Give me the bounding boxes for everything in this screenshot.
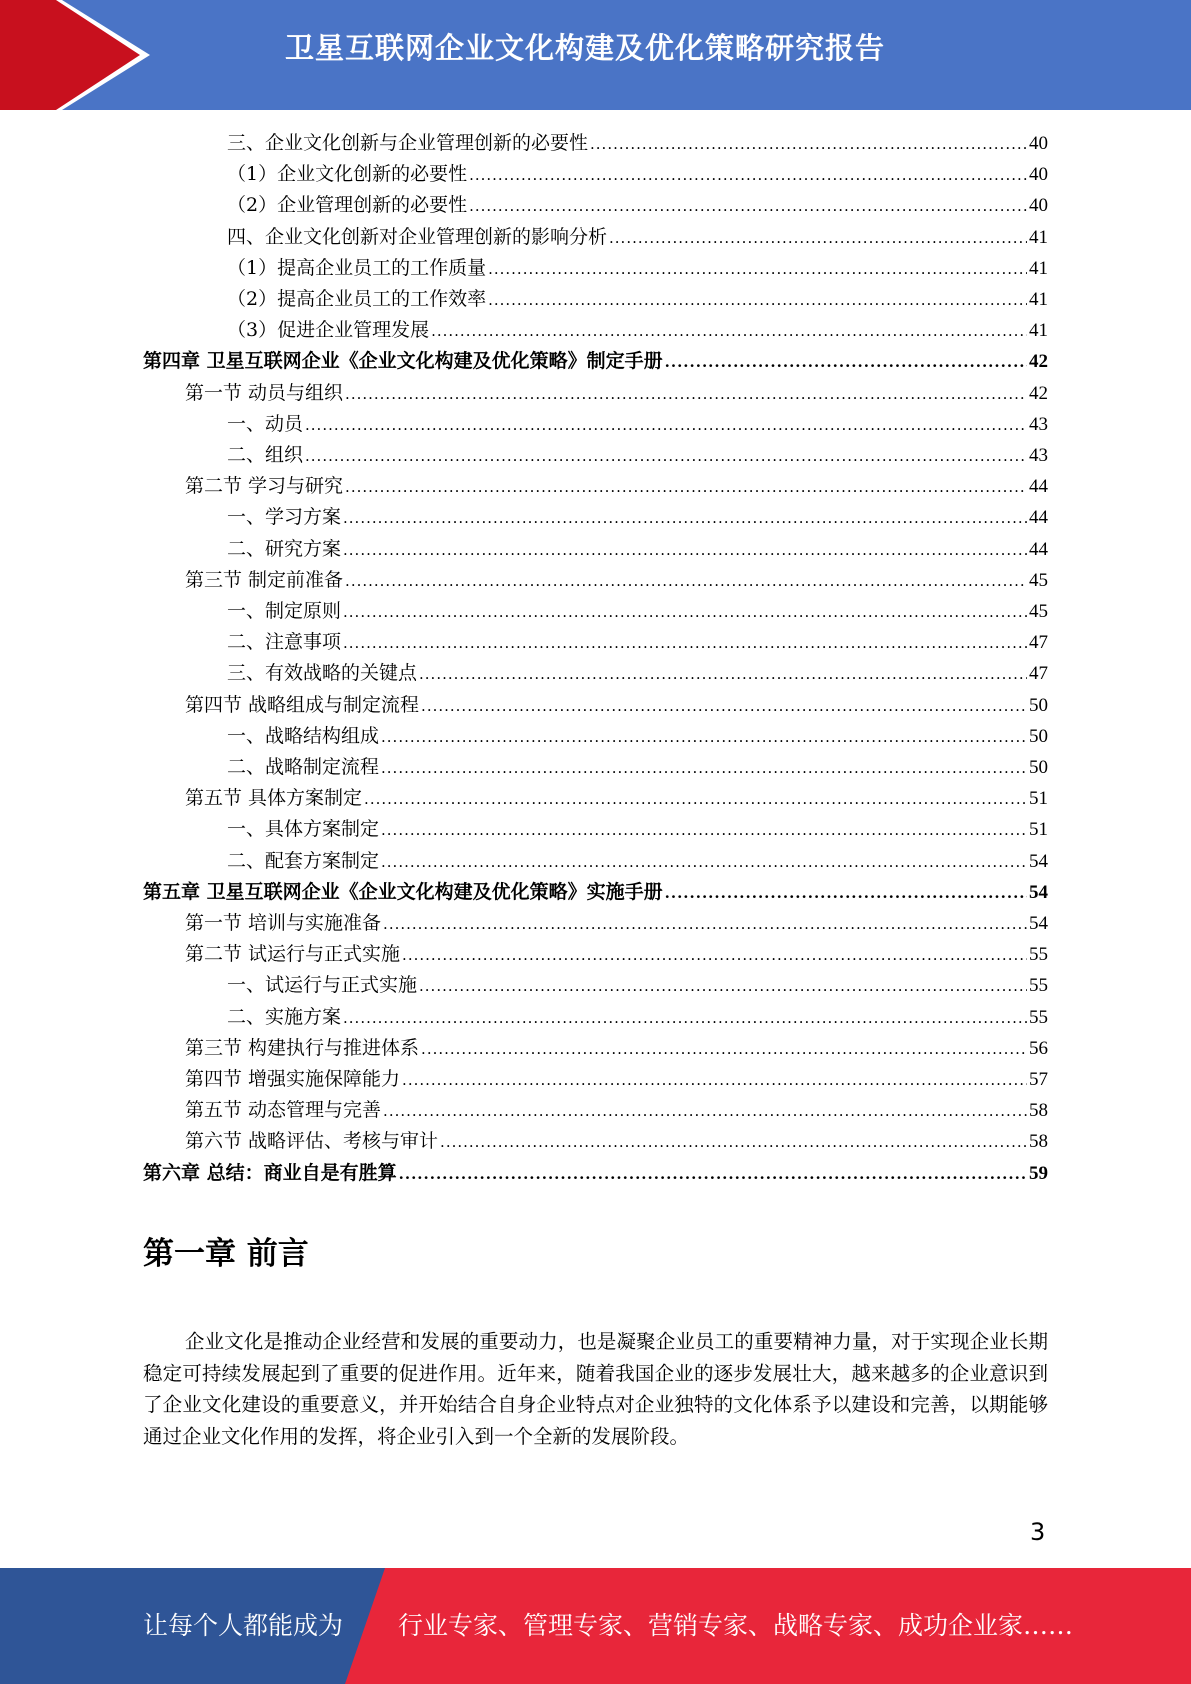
toc-dot-leader	[488, 253, 1027, 284]
toc-subsection-entry[interactable]	[227, 814, 1048, 845]
toc-dot-leader	[609, 222, 1027, 253]
toc-entry-title: 第二节 试运行与正式实施	[185, 943, 401, 966]
toc-dot-leader	[419, 970, 1027, 1001]
toc-dot-leader	[343, 627, 1027, 658]
toc-subsection-entry[interactable]	[227, 658, 1048, 689]
toc-entry-title: 第六章 总结：商业自是有胜算	[143, 1161, 397, 1184]
footer-slogan-left: 让每个人都能成为	[143, 1611, 344, 1640]
toc-page-number: 45	[1029, 601, 1048, 622]
toc-dot-leader	[440, 1126, 1027, 1157]
toc-dot-leader	[421, 690, 1027, 721]
toc-page-number: 40	[1029, 164, 1048, 186]
footer-slogan-right: 行业专家、管理专家、营销专家、战略专家、成功企业家……	[398, 1611, 1074, 1640]
toc-entry-title: （2）企业管理创新的必要性	[227, 194, 468, 217]
toc-dot-leader	[488, 284, 1027, 315]
toc-entry-title: （1）提高企业员工的工作质量	[227, 256, 487, 279]
toc-subsection-entry[interactable]	[227, 534, 1048, 565]
toc-subsection-entry[interactable]	[227, 752, 1048, 783]
toc-dot-leader	[381, 721, 1027, 752]
toc-section-entry[interactable]	[185, 565, 1048, 596]
header-chevron-decoration	[0, 0, 160, 110]
toc-page-number: 58	[1029, 1131, 1048, 1153]
toc-page-number: 45	[1029, 569, 1048, 591]
toc-entry-title: 一、战略结构组成	[227, 724, 380, 747]
toc-dot-leader	[665, 877, 1027, 908]
toc-page-number: 47	[1029, 632, 1048, 654]
toc-entry-title: 一、具体方案制定	[227, 818, 380, 841]
toc-dot-leader	[343, 596, 1027, 627]
toc-subsection-entry[interactable]	[227, 721, 1048, 752]
toc-dot-leader	[419, 658, 1027, 689]
toc-entry-title: 三、企业文化创新与企业管理创新的必要性	[227, 132, 589, 154]
toc-page-number: 55	[1029, 1006, 1048, 1028]
toc-entry-title: 第四章 卫星互联网企业《企业文化构建及优化策略》制定手册	[143, 350, 663, 373]
toc-entry-title: （2）提高企业员工的工作效率	[227, 288, 487, 310]
toc-entry-title: 二、研究方案	[227, 537, 342, 560]
toc-subsection-entry[interactable]	[227, 1002, 1048, 1033]
toc-entry-title: 第五节 动态管理与完善	[185, 1099, 382, 1122]
page-footer	[0, 1568, 1191, 1684]
toc-dot-leader	[469, 190, 1027, 221]
toc-dot-leader	[402, 939, 1027, 970]
toc-page-number: 50	[1029, 694, 1048, 716]
toc-dot-leader	[364, 783, 1027, 814]
toc-page-number: 42	[1029, 351, 1048, 373]
toc-dot-leader	[345, 378, 1027, 409]
body-paragraph: 企业文化是推动企业经营和发展的重要动力，也是凝聚企业员工的重要精神力量，对于实现企业长期稳定可持续发展起到了重要的促进作用。近年来，随着我国企业的逐步发展壮大，越来越多的企业意识到了企业文化建设的重要意义，并开始结合自身企业特点对企业独特的文化体系予以建设和完善，以期能够通过企业文化作用的发挥，将企业引入到一个全新的发展阶段。	[143, 1330, 1048, 1448]
toc-section-entry[interactable]	[185, 1126, 1048, 1157]
toc-dot-leader	[421, 1033, 1027, 1064]
toc-page-number: 41	[1029, 289, 1048, 310]
toc-entry-title: 第六节 战略评估、考核与审计	[185, 1130, 439, 1153]
toc-subsection-entry[interactable]	[227, 502, 1048, 533]
page-header	[0, 0, 1191, 110]
toc-page-number: 54	[1029, 850, 1048, 872]
toc-page-number: 57	[1029, 1069, 1048, 1090]
toc-section-entry[interactable]	[185, 690, 1048, 721]
toc-subsection-entry[interactable]	[227, 627, 1048, 658]
toc-dot-leader	[381, 846, 1027, 877]
toc-section-entry[interactable]	[185, 1064, 1048, 1095]
toc-subsection-entry[interactable]	[227, 128, 1048, 159]
toc-entry-title: 二、注意事项	[227, 631, 342, 654]
toc-page-number: 51	[1029, 819, 1048, 841]
toc-page-number: 50	[1029, 757, 1048, 778]
toc-section-entry[interactable]	[185, 1095, 1048, 1126]
toc-dot-leader	[305, 409, 1027, 440]
chapter-heading: 第一章 前言	[143, 1236, 309, 1272]
page-number: 3	[1030, 1518, 1046, 1546]
toc-subsection-entry[interactable]	[227, 253, 1048, 284]
toc-entry-title: 二、组织	[227, 444, 304, 466]
toc-entry-title: 二、配套方案制定	[227, 849, 380, 872]
toc-entry-title: （3）促进企业管理发展	[227, 319, 430, 342]
toc-subsection-entry[interactable]	[227, 846, 1048, 877]
toc-page-number: 42	[1029, 382, 1048, 404]
toc-chapter-entry[interactable]	[143, 877, 1048, 908]
toc-entry-title: 三、有效战略的关键点	[227, 662, 418, 685]
toc-subsection-entry[interactable]	[227, 222, 1048, 253]
toc-subsection-entry[interactable]	[227, 440, 1048, 471]
toc-dot-leader	[383, 908, 1027, 939]
toc-page-number: 55	[1029, 944, 1048, 966]
toc-page-number: 47	[1029, 663, 1048, 685]
toc-page-number: 54	[1029, 881, 1048, 903]
toc-entry-title: 第四节 增强实施保障能力	[185, 1068, 401, 1090]
toc-section-entry[interactable]	[185, 378, 1048, 409]
toc-entry-title: 第一节 动员与组织	[185, 381, 344, 404]
toc-entry-title: 第三节 制定前准备	[185, 568, 344, 591]
toc-subsection-entry[interactable]	[227, 409, 1048, 440]
toc-subsection-entry[interactable]	[227, 315, 1048, 346]
toc-subsection-entry[interactable]	[227, 159, 1048, 190]
toc-page-number: 43	[1029, 445, 1048, 466]
toc-dot-leader	[431, 315, 1027, 346]
toc-entry-title: 第一节 培训与实施准备	[185, 912, 382, 934]
toc-page-number: 51	[1029, 788, 1048, 810]
toc-dot-leader	[345, 471, 1027, 502]
toc-page-number: 41	[1029, 257, 1048, 279]
toc-entry-title: 一、试运行与正式实施	[227, 974, 418, 997]
toc-chapter-entry[interactable]	[143, 346, 1048, 377]
toc-page-number: 44	[1029, 476, 1048, 498]
toc-page-number: 41	[1029, 320, 1048, 342]
toc-dot-leader	[381, 752, 1027, 783]
toc-entry-title: 二、战略制定流程	[227, 756, 380, 778]
toc-subsection-entry[interactable]	[227, 596, 1048, 627]
toc-dot-leader	[383, 1095, 1027, 1126]
toc-entry-title: 四、企业文化创新对企业管理创新的影响分析	[227, 225, 608, 248]
toc-page-number: 54	[1029, 913, 1048, 934]
toc-section-entry[interactable]	[185, 783, 1048, 814]
toc-subsection-entry[interactable]	[227, 284, 1048, 315]
toc-dot-leader	[305, 440, 1027, 471]
toc-section-entry[interactable]	[185, 471, 1048, 502]
toc-dot-leader	[343, 1002, 1027, 1033]
toc-dot-leader	[343, 534, 1027, 565]
toc-section-entry[interactable]	[185, 1033, 1048, 1064]
toc-dot-leader	[381, 814, 1027, 845]
toc-chapter-entry[interactable]	[143, 1158, 1048, 1189]
toc-entry-title: 第三节 构建执行与推进体系	[185, 1036, 420, 1059]
toc-subsection-entry[interactable]	[227, 190, 1048, 221]
toc-entry-title: 第四节 战略组成与制定流程	[185, 693, 420, 716]
toc-page-number: 44	[1029, 507, 1048, 529]
toc-entry-title: 一、动员	[227, 412, 304, 435]
toc-page-number: 59	[1029, 1162, 1048, 1184]
toc-dot-leader	[402, 1064, 1027, 1095]
toc-dot-leader	[665, 346, 1027, 377]
toc-entry-title: 第五节 具体方案制定	[185, 787, 363, 810]
toc-page-number: 41	[1029, 226, 1048, 248]
toc-entry-title: 一、制定原则	[227, 600, 342, 622]
toc-page-number: 43	[1029, 413, 1048, 435]
toc-dot-leader	[590, 128, 1027, 159]
toc-dot-leader	[343, 502, 1027, 533]
toc-entry-title: 第五章 卫星互联网企业《企业文化构建及优化策略》实施手册	[143, 880, 663, 903]
toc-section-entry[interactable]	[185, 908, 1048, 939]
toc-entry-title: （1）企业文化创新的必要性	[227, 163, 468, 186]
toc-subsection-entry[interactable]	[227, 970, 1048, 1001]
toc-page-number: 40	[1029, 195, 1048, 217]
toc-page-number: 44	[1029, 538, 1048, 560]
toc-page-number: 56	[1029, 1037, 1048, 1059]
toc-dot-leader	[345, 565, 1027, 596]
toc-section-entry[interactable]	[185, 939, 1048, 970]
toc-page-number: 55	[1029, 975, 1048, 997]
toc-entry-title: 二、实施方案	[227, 1005, 342, 1028]
toc-entry-title: 第二节 学习与研究	[185, 475, 344, 498]
toc-page-number: 58	[1029, 1100, 1048, 1122]
toc-dot-leader	[469, 159, 1027, 190]
document-title: 卫星互联网企业文化构建及优化策略研究报告	[285, 31, 886, 65]
toc-page-number: 50	[1029, 725, 1048, 747]
toc-entry-title: 一、学习方案	[227, 506, 342, 529]
toc-dot-leader	[399, 1158, 1027, 1189]
toc-page-number: 40	[1029, 133, 1048, 154]
